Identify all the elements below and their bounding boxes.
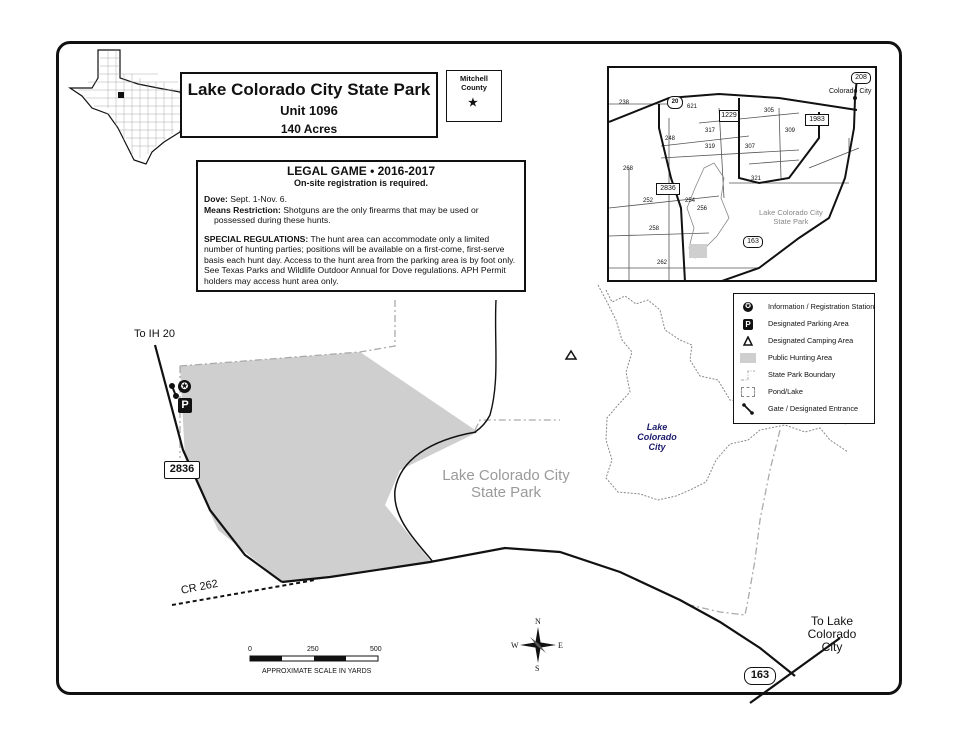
compass-s: S	[535, 664, 540, 673]
inset-town-label: Colorado City	[829, 88, 872, 95]
compass-e: E	[558, 641, 563, 650]
scale-tick-0: 0	[248, 646, 252, 653]
shield-fm1229: 1229	[719, 110, 739, 122]
legend-item: P Designated Parking Area	[734, 317, 874, 331]
parking-icon: P	[178, 398, 192, 413]
scale-caption: APPROXIMATE SCALE IN YARDS	[262, 668, 372, 675]
cr-268: 268	[623, 166, 634, 172]
cr-317: 317	[705, 128, 716, 134]
legal-game-heading: LEGAL GAME • 2016-2017	[286, 164, 436, 178]
cr-307: 307	[745, 144, 756, 150]
legend-item: Gate / Designated Entrance	[734, 402, 874, 416]
park-title: Lake Colorado City State Park	[187, 80, 431, 99]
hunting-area-swatch	[740, 353, 756, 363]
compass-n: N	[535, 617, 541, 626]
special-regulations: SPECIAL REGULATIONS: The hunt area can accommodate only a limited number of hunting parties; positions will be available on a first-come, first-serve basis each hunt day. Access to the hunt area from the parking area is by foot only. See Texas Parks and Wildlife Outdoor Annual for Dove regulations. APH Permit holders may access hunt area only.	[204, 233, 516, 286]
dove-season: Dove: Sept. 1-Nov. 6.	[204, 194, 287, 204]
compass-w: W	[511, 641, 519, 650]
cr-621: 621	[687, 104, 698, 110]
legend-item: State Park Boundary	[734, 368, 874, 382]
cr-238: 238	[619, 100, 630, 106]
inset-locator-map	[607, 66, 877, 282]
shield-fm2836: 2836	[656, 183, 680, 195]
cr-252: 252	[643, 198, 654, 204]
shield-fm1983: 1983	[805, 114, 829, 126]
scale-tick-500: 500	[370, 646, 382, 653]
county-name-line1: Mitchell	[460, 74, 488, 83]
cr-305: 305	[764, 108, 775, 114]
cr-319: 319	[705, 144, 716, 150]
park-name-label: Lake Colorado City State Park	[442, 467, 570, 501]
county-locator	[446, 70, 502, 122]
cr-256: 256	[697, 206, 708, 212]
texas-locator-icon	[68, 48, 188, 166]
boundary-line-icon	[740, 369, 756, 381]
shield-i20: 20	[667, 96, 683, 109]
camping-icon	[566, 351, 576, 359]
legend-item: ✪ Information / Registration Station	[734, 300, 874, 314]
parking-icon: P	[743, 319, 753, 330]
inset-map-svg	[609, 68, 877, 282]
cr-258: 258	[649, 226, 660, 232]
shield-sh208: 208	[851, 72, 871, 84]
gate-icon	[742, 403, 754, 415]
to-ih20-label: To IH 20	[134, 328, 175, 340]
legend-item: Pond/Lake	[734, 385, 874, 399]
unit-number: Unit 1096	[280, 103, 338, 118]
star-circle-icon: ✪	[743, 302, 753, 312]
compass-rose-icon	[520, 627, 556, 663]
cr-262-inset: 262	[657, 260, 668, 266]
means-restriction-cont: possessed during these hunts.	[214, 215, 331, 225]
shield-sh163: 163	[743, 236, 763, 248]
registration-note: On-site registration is required.	[293, 177, 429, 188]
map-legend	[733, 293, 875, 424]
cr-321: 321	[751, 176, 762, 182]
inset-park-label: Lake Colorado City State Park	[759, 208, 823, 226]
cr-309: 309	[785, 128, 796, 134]
legend-item: Public Hunting Area	[734, 351, 874, 365]
scale-tick-250: 250	[307, 646, 319, 653]
fm-2836-shield: 2836	[164, 461, 200, 479]
info-station-icon: ✪	[178, 380, 191, 393]
means-restriction: Means Restriction: Shotguns are the only firearms that may be used or	[204, 204, 479, 215]
gate-icon	[170, 384, 178, 398]
county-name-line2: County	[461, 83, 487, 92]
camping-icon	[743, 336, 753, 346]
cr-248: 248	[665, 136, 676, 142]
legend-item: Designated Camping Area	[734, 334, 874, 348]
cr-262-label: CR 262	[180, 577, 219, 597]
county-star-icon: ★	[468, 97, 478, 109]
cr-254: 254	[685, 198, 696, 204]
sh-163-shield: 163	[744, 667, 776, 685]
scale-bar	[250, 656, 378, 661]
title-box	[180, 72, 438, 138]
creek-line	[475, 300, 496, 432]
legal-game-box	[196, 160, 526, 292]
to-lake-cc-label: To Lake Colorado City	[807, 614, 857, 654]
acreage: 140 Acres	[280, 122, 338, 136]
lake-name-label: Lake Colorado City	[637, 422, 677, 452]
pond-icon	[741, 387, 755, 397]
